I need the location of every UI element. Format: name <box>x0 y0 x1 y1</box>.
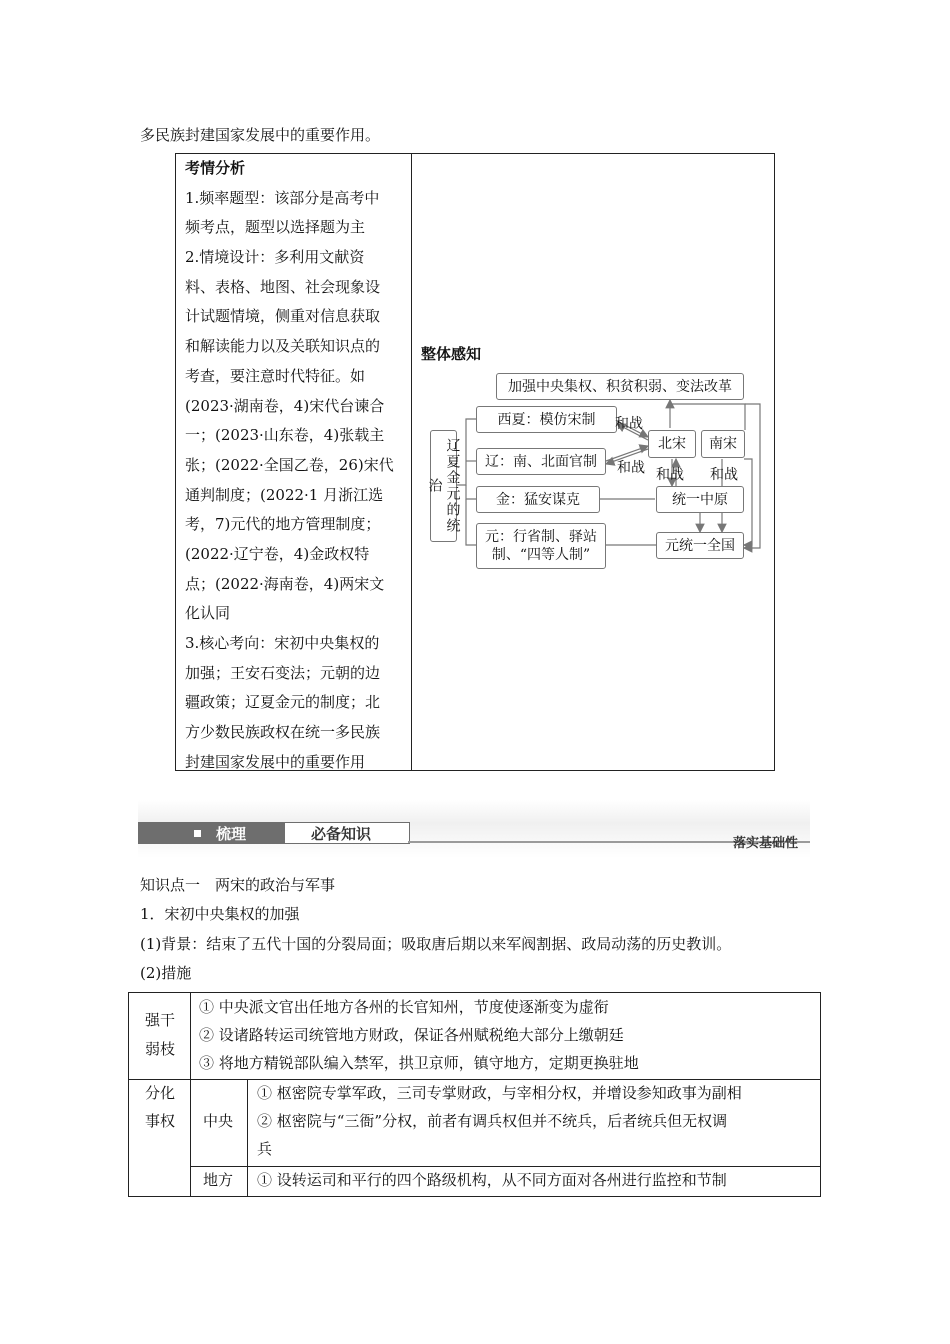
row1-head-a: 强干 <box>145 1011 176 1029</box>
nansong-box: 南宋 <box>701 430 745 458</box>
analysis-line: 通判制度；(2022·1 月浙江选 <box>185 485 384 504</box>
central-label: 中央 <box>203 1112 234 1130</box>
hezhan-label: 和战 <box>656 467 684 483</box>
row2-head-b: 事权 <box>145 1112 176 1130</box>
col-divider <box>247 1079 248 1196</box>
analysis-line: 考查，要注意时代特征。如 <box>185 366 366 385</box>
overview-heading: 整体感知 <box>421 345 482 363</box>
measures-heading: (2)措施 <box>140 964 192 982</box>
banner-square-icon <box>194 830 201 837</box>
central-item: 兵 <box>257 1140 273 1158</box>
yuan-box <box>476 523 606 569</box>
row1-item: ② 设诸路转运司统管地方财政，保证各州赋税绝大部分上缴朝廷 <box>199 1026 624 1044</box>
col-divider <box>190 993 191 1196</box>
analysis-line: 和解读能力以及关联知识点的 <box>185 337 381 356</box>
row1-head-b: 弱枝 <box>145 1040 176 1058</box>
analysis-line: 一；(2023·山东卷，4)张载主 <box>185 426 385 445</box>
analysis-line: (2022·辽宁卷，4)金政权特 <box>185 544 370 563</box>
analysis-line: 张；(2022·全国乙卷，26)宋代 <box>185 455 394 474</box>
analysis-line: 点；(2022·海南卷，4)两宋文 <box>185 574 385 593</box>
beisong-box: 北宋 <box>648 430 696 458</box>
banner-tag <box>138 822 284 844</box>
row1-item: ③ 将地方精锐部队编入禁军，拱卫京师，镇守地方，定期更换驻地 <box>199 1054 639 1072</box>
yuan-box-line2: 制、“四等人制” <box>491 547 591 563</box>
section-title: 知识点一 两宋的政治与军事 <box>140 876 336 894</box>
analysis-line: 3.核心考向：宋初中央集权的 <box>185 634 380 652</box>
analysis-line: (2023·湖南卷，4)宋代台谏合 <box>185 396 385 415</box>
banner-title: 必备知识 <box>311 825 372 843</box>
analysis-line: 料、表格、地图、社会现象设 <box>185 277 381 296</box>
analysis-line: 考，7)元代的地方管理制度； <box>185 515 381 534</box>
banner-right-label: 落实基础性 <box>732 836 798 851</box>
yuan-unify-box: 元统一全国 <box>656 532 744 559</box>
overview-top-box: 加强中央集权、积贫积弱、变法改革 <box>496 373 744 400</box>
hezhan-label: 和战 <box>710 467 738 483</box>
analysis-line: 1.频率题型：该部分是高考中 <box>185 188 380 207</box>
measures-table <box>128 992 821 1197</box>
xixia-box: 西夏：模仿宋制 <box>476 406 617 433</box>
yuan-box-line1: 元：行省制、驿站 <box>485 529 597 545</box>
overview-left-box: 辽夏金元的统治 <box>430 430 457 542</box>
liao-box: 辽：南、北面官制 <box>476 448 606 475</box>
row2-head-a: 分化 <box>145 1084 176 1102</box>
hezhan-label: 和战 <box>617 460 645 476</box>
central-item: ② 枢密院与“三衙”分权，前者有调兵权但并不统兵，后者统兵但无权调 <box>257 1112 728 1130</box>
section-subtitle: 1．宋初中央集权的加强 <box>140 905 300 923</box>
analysis-line: 频考点，题型以选择题为主 <box>185 218 366 237</box>
analysis-line: 2.情境设计：多利用文献资 <box>185 248 365 267</box>
banner-tag-label: 梳理 <box>216 825 247 843</box>
background-text: (1)背景：结束了五代十国的分裂局面；吸取唐后期以来军阀割据、政局动荡的历史教训。 <box>140 935 732 953</box>
central-item: ① 枢密院专掌军政，三司专掌财政，与宰相分权，并增设参知政事为副相 <box>257 1084 742 1102</box>
jin-box: 金：猛安谋克 <box>476 486 600 513</box>
analysis-line: 疆政策；辽夏金元的制度；北 <box>185 693 381 712</box>
row1-item: ① 中央派文官出任地方各州的长官知州，节度使逐渐变为虚衔 <box>199 998 609 1016</box>
analysis-line: 化认同 <box>185 604 231 623</box>
analysis-line: 方少数民族政权在统一多民族 <box>185 723 381 742</box>
hezhan-label: 和战 <box>615 416 643 432</box>
intro-line: 多民族封建国家发展中的重要作用。 <box>140 126 381 144</box>
banner-title-box <box>284 822 410 844</box>
tongyi-zhongyuan-box: 统一中原 <box>656 486 744 513</box>
analysis-line: 封建国家发展中的重要作用 <box>185 752 366 771</box>
local-label: 地方 <box>203 1171 234 1189</box>
local-item: ① 设转运司和平行的四个路级机构，从不同方面对各州进行监控和节制 <box>257 1171 727 1189</box>
analysis-line: 计试题情境，侧重对信息获取 <box>185 307 381 326</box>
section-banner <box>138 800 810 858</box>
analysis-heading: 考情分析 <box>185 159 246 177</box>
analysis-line: 加强；王安石变法；元朝的边 <box>185 663 381 682</box>
